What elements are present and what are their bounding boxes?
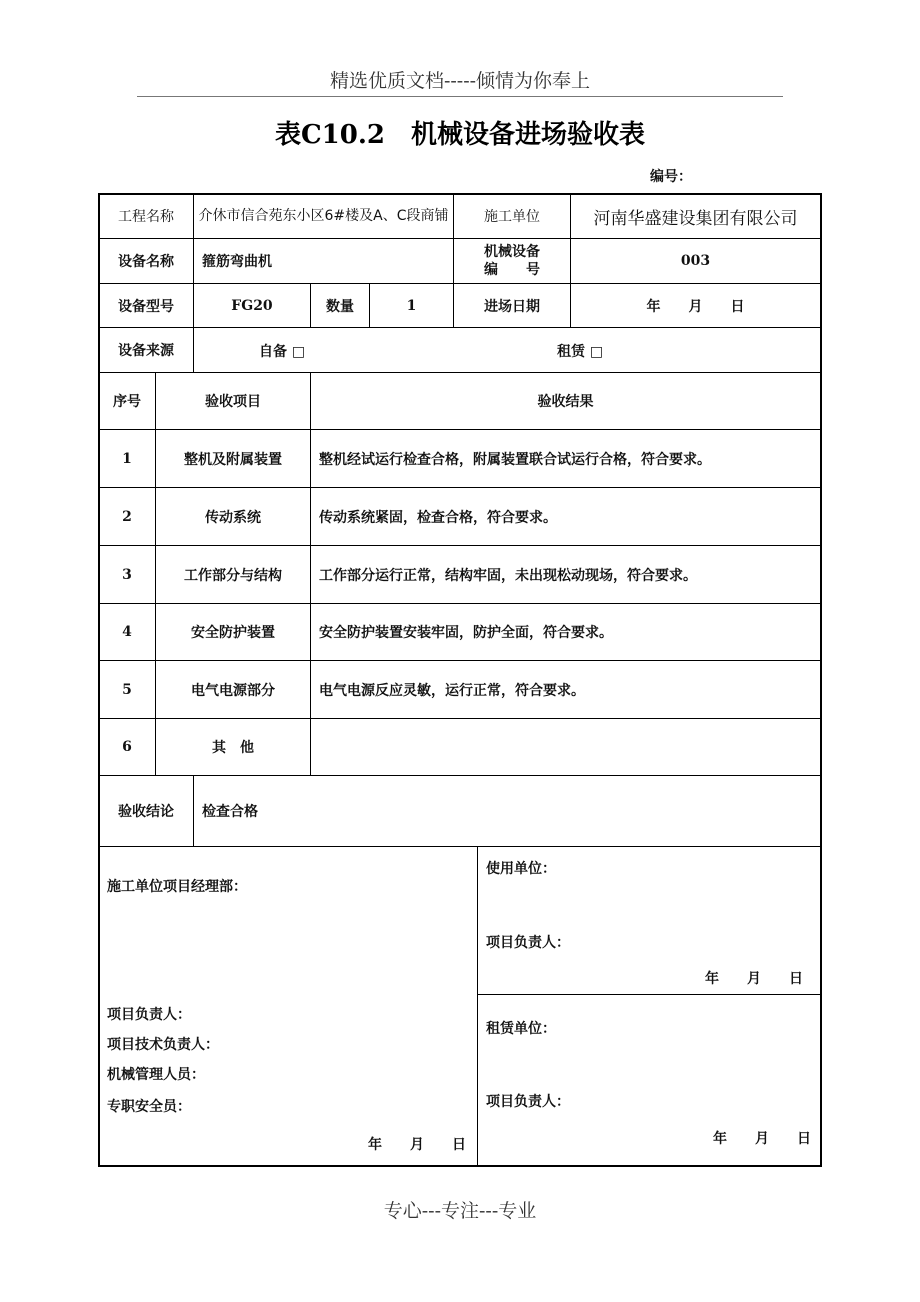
page-footer-text: 专心---专注---专业 <box>383 1200 537 1222</box>
table-row-no: 6 <box>122 739 132 755</box>
model-value: FG20 <box>231 297 273 314</box>
contractor-value: 河南华盛建设集团有限公司 <box>593 208 798 229</box>
safety-officer-label: 专职安全员： <box>107 1099 191 1115</box>
user-leader-label: 项目负责人： <box>486 935 570 951</box>
table-row-item: 电气电源部分 <box>191 682 275 699</box>
quantity-value: 1 <box>406 297 417 314</box>
table-row-item: 工作部分与结构 <box>184 567 282 584</box>
page-header-text: 精选优质文档-----倾情为你奉上 <box>329 70 591 92</box>
user-sign-date: 年 月 日 <box>705 971 803 987</box>
table-row-no: 2 <box>122 508 132 525</box>
project-name-label: 工程名称 <box>118 209 174 225</box>
col-no-header: 序号 <box>113 394 141 410</box>
table-row-result: 传动系统紧固，检查合格，符合要求。 <box>319 509 557 526</box>
table-row-no: 3 <box>122 566 132 583</box>
rent-unit-label: 租赁单位： <box>486 1021 556 1037</box>
table-row-item: 整机及附属装置 <box>184 451 282 468</box>
page-title: 表C10.2 机械设备进场验收表 <box>274 120 646 150</box>
table-row-no: 1 <box>122 450 132 467</box>
equipment-number-value: 003 <box>680 253 711 269</box>
left-sign-date: 年 月 日 <box>368 1137 466 1153</box>
table-row-result: 工作部分运行正常，结构牢固，未出现松动现场，符合要求。 <box>319 567 697 584</box>
rent-leader-label: 项目负责人： <box>486 1094 570 1110</box>
code-label: 编号： <box>650 169 692 185</box>
equipment-name-label: 设备名称 <box>118 254 174 270</box>
header-divider <box>137 96 783 97</box>
table-row-no: 5 <box>122 681 132 698</box>
table-row-item: 安全防护装置 <box>191 625 275 641</box>
equipment-number-label-line1: 机械设备 <box>484 244 540 260</box>
table-row-result: 电气电源反应灵敏，运行正常，符合要求。 <box>319 682 585 699</box>
rent-sign-date: 年 月 日 <box>713 1131 811 1147</box>
table-row-item: 其 他 <box>212 740 254 756</box>
model-label: 设备型号 <box>118 298 174 315</box>
equipment-name-value: 箍筋弯曲机 <box>202 254 272 270</box>
machine-manager-label: 机械管理人员： <box>107 1067 205 1083</box>
table-row-result: 整机经试运行检查合格，附属装置联合试运行合格，符合要求。 <box>319 451 711 468</box>
table-row-result <box>311 719 820 775</box>
source-own-checkbox[interactable]: 自备 □ <box>259 344 306 360</box>
user-unit-label: 使用单位： <box>486 861 556 877</box>
table-row-result: 安全防护装置安装牢固，防护全面，符合要求。 <box>319 625 613 641</box>
conclusion-label: 验收结论 <box>118 804 174 820</box>
table-row-no: 4 <box>122 624 132 640</box>
table-row-item: 传动系统 <box>205 509 261 526</box>
entry-date-label: 进场日期 <box>484 298 540 315</box>
entry-date-value: 年 月 日 <box>646 298 745 315</box>
equipment-number-label-line2: 编 号 <box>484 262 540 278</box>
quantity-label: 数量 <box>326 298 354 315</box>
contractor-label: 施工单位 <box>484 209 540 225</box>
col-result-header: 验收结果 <box>537 394 594 410</box>
conclusion-value: 检查合格 <box>202 804 258 820</box>
tech-leader-label: 项目技术负责人： <box>107 1037 219 1053</box>
project-leader-label: 项目负责人： <box>107 1007 191 1023</box>
equipment-number-label <box>454 239 570 283</box>
project-name-value: 介休市信合苑东小区6#楼及A、C段商铺 <box>198 207 449 224</box>
col-item-header: 验收项目 <box>205 394 261 410</box>
source-rent-checkbox[interactable]: 租赁 □ <box>557 344 604 360</box>
contractor-dept-label: 施工单位项目经理部： <box>107 879 247 895</box>
source-label: 设备来源 <box>118 343 174 359</box>
